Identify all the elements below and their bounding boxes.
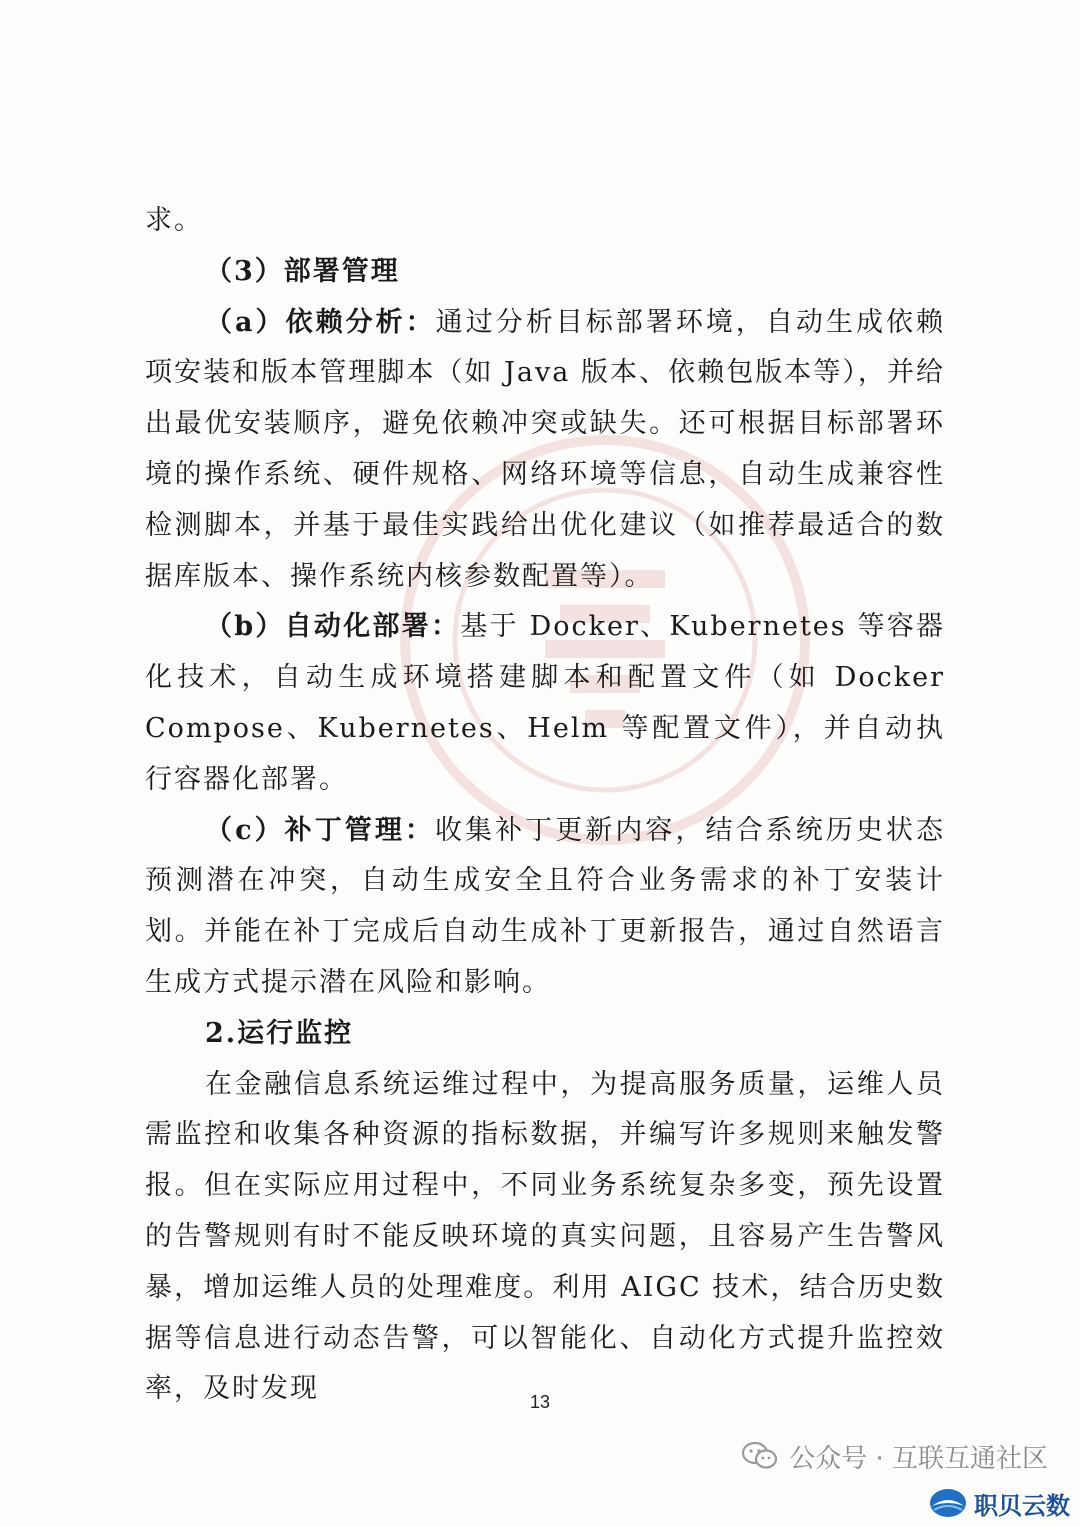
brand-logo-icon	[928, 1486, 968, 1520]
page-number: 13	[529, 1392, 551, 1412]
label-dependency-analysis: （a）依赖分析：	[205, 306, 436, 338]
document-body	[145, 196, 945, 1415]
paragraph-continuation: 求。	[145, 205, 203, 236]
label-auto-deployment: （b）自动化部署：	[205, 611, 461, 643]
brand-name: 职贝云数	[974, 1491, 1070, 1520]
label-patch-management: （c）补丁管理：	[205, 814, 435, 846]
section-heading-monitoring: 2.运行监控	[205, 1017, 354, 1049]
account-name: 公众号 · 互联互通社区	[789, 1443, 1048, 1474]
brand-mark	[928, 1484, 1070, 1522]
paragraph-dependency-analysis: （a）依赖分析：通过分析目标部署环境，自动生成依赖项安装和版本管理脚本（如 Java 版本、依赖包版本等），并给出最优安装顺序，避免依赖冲突或缺失。还可根据目标部署环境的操作系统、硬件规格、网络环境等信息，自动生成兼容性检测脚本，并基于最佳实践给出优化建议（如推荐最适合的数据库版本、操作系统内核参数配置等）。	[145, 306, 946, 592]
paragraph-monitoring: 在金融信息系统运维过程中，为提高服务质量，运维人员需监控和收集各种资源的指标数据，并编写许多规则来触发警报。但在实际应用过程中，不同业务系统复杂多变，预先设置的告警规则有时不能反映环境的真实问题，且容易产生告警风暴，增加运维人员的处理难度。利用 AIGC 技术，结合历史数据等信息进行动态告警，可以智能化、自动化方式提升监控效率，及时发现	[145, 1068, 945, 1405]
section-heading-deployment: （3）部署管理	[205, 255, 400, 287]
wechat-footer	[741, 1436, 1048, 1476]
paragraph-auto-deployment: （b）自动化部署：基于 Docker、Kubernetes 等容器化技术，自动生成环境搭建脚本和配置文件（如 Docker Compose、Kubernetes、Helm 等配置文件），并自动执行容器化部署。	[145, 611, 945, 795]
paragraph-patch-management: （c）补丁管理：收集补丁更新内容，结合系统历史状态预测潜在冲突，自动生成安全且符合业务需求的补丁安装计划。并能在补丁完成后自动生成补丁更新报告，通过自然语言生成方式提示潜在风险和影响。	[145, 814, 945, 998]
wechat-icon	[741, 1441, 779, 1471]
